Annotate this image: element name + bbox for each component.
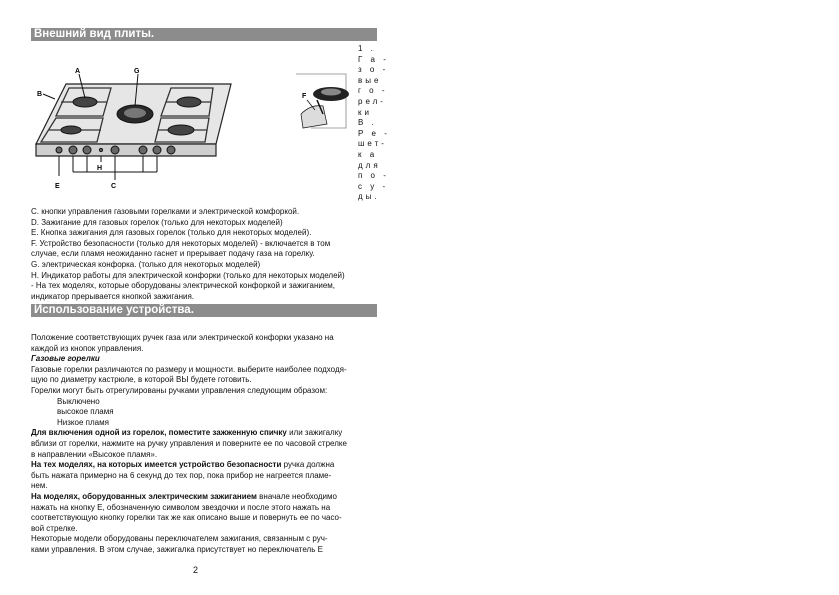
legend-line: - На тех моделях, которые оборудованы электрической конфоркой и зажиганием,	[31, 281, 336, 291]
safety-bold: На тех моделях, на которых имеется устройство безопасности	[31, 460, 282, 470]
usage-line: соответствующую кнопку горелки так же как описано выше и повернуть ее по часо-	[31, 513, 342, 523]
side-column-text	[358, 44, 390, 203]
burner-rear-left	[73, 97, 97, 107]
side-line: ды.	[358, 192, 380, 202]
burner-front-left	[61, 126, 81, 134]
hob-front-panel	[36, 144, 216, 156]
usage-line: щую по диаметру кастрюле, в которой ВЫ будете готовить.	[31, 375, 252, 385]
label-a: A	[75, 68, 81, 75]
label-h: H	[97, 165, 103, 172]
usage-line: Положение соответствующих ручек газа или электрической конфорки указано на	[31, 333, 334, 342]
usage-text	[31, 333, 379, 555]
label-b: B	[37, 91, 43, 98]
legend-line: C. кнопки управления газовыми горелками и электрической комфоркой.	[31, 207, 300, 216]
usage-line: каждой из кнопок управления.	[31, 343, 144, 353]
usage-line: вблизи от горелки, нажмите на ручку управления и поверните ее по часовой стрелке	[31, 438, 347, 448]
hob-illustration	[31, 44, 391, 204]
usage-line: Горелки могут быть отрегулированы ручками управления следующим образом:	[31, 385, 328, 395]
usage-line: нажать на кнопку E, обозначенную символом звездочки и после этого нажать на	[31, 502, 331, 512]
ignite-rest: или зажигалку	[286, 428, 343, 438]
usage-line: вой стрелке.	[31, 523, 78, 533]
label-f: F	[302, 93, 307, 100]
side-line: п о -	[358, 171, 389, 181]
section-title-appearance: Внешний вид плиты.	[31, 28, 377, 41]
safety-device-inset	[296, 74, 349, 128]
side-line: для	[358, 160, 381, 170]
electric-bold: На моделях, оборудованных электрическим зажиганием	[31, 491, 257, 501]
page-number: 2	[193, 565, 199, 575]
burner-rear-right	[177, 97, 201, 107]
side-line: Г а -	[358, 54, 389, 64]
side-line: к а	[358, 149, 378, 159]
usage-line: Газовые горелки различаются по размеру и мощности. выберите наиболее подходя-	[31, 364, 347, 374]
side-line: с у -	[358, 181, 389, 191]
legend-line: случае, если пламя неожиданно гаснет и прерывает подачу газа на горелку.	[31, 249, 315, 259]
label-c: C	[111, 183, 117, 190]
legend-line: E. Кнопка зажигания для газовых горелок (только для некоторых моделей).	[31, 228, 312, 238]
side-line: г о -	[358, 86, 388, 96]
indicator-light	[99, 148, 102, 151]
legend-line: индикатор прерывается кнопкой зажигания.	[31, 291, 195, 301]
side-line: Р е -	[358, 128, 390, 138]
burner-front-right	[168, 125, 194, 135]
side-line: вые	[358, 75, 382, 85]
gas-burners-heading: Газовые горелки	[31, 354, 100, 364]
control-knobs	[56, 146, 175, 154]
figure-legend	[31, 207, 379, 302]
legend-line: G. электрическая конфорка. (только для некоторых моделей)	[31, 259, 261, 269]
electric-rest: вначале необходимо	[256, 491, 337, 501]
side-line: ки	[358, 107, 372, 117]
mode-item: Выключено	[57, 396, 100, 406]
side-line: 1 .	[358, 44, 376, 53]
usage-line: нем.	[31, 481, 48, 491]
safety-rest: ручка должна	[281, 460, 335, 470]
label-g: G	[134, 68, 140, 75]
ignite-bold: Для включения одной из горелок, поместите зажженную спичку	[31, 428, 287, 438]
label-e: E	[55, 183, 60, 190]
side-line: з о -	[358, 65, 389, 75]
legend-line: F. Устройство безопасности (только для некоторых моделей) - включается в том	[31, 238, 331, 248]
usage-line	[31, 428, 379, 439]
usage-line: быть нажата примерно на 6 секунд до тех пор, пока прибор не нагреется пламе-	[31, 470, 332, 480]
ignition-button	[56, 147, 62, 153]
mode-item: Низкое пламя	[57, 417, 109, 427]
section-title-usage: Использование устройства.	[31, 304, 377, 317]
legend-line: H. Индикатор работы для электрической конфорки (только для некоторых моделей)	[31, 270, 345, 280]
usage-line: Некоторые модели оборудованы переключателем зажигания, связанным с руч-	[31, 534, 328, 544]
usage-line: ками управления. В этом случае, зажигалка присутствует но переключатель E	[31, 544, 323, 554]
usage-line: в направлении «Высокое пламя».	[31, 449, 158, 459]
mode-item: высокое пламя	[57, 407, 114, 417]
side-line: B .	[358, 118, 377, 128]
usage-line	[31, 460, 379, 471]
side-line: рел-	[358, 96, 386, 106]
legend-line: D. Зажигание для газовых горелок (только для некоторых моделей)	[31, 217, 283, 227]
usage-line	[31, 492, 379, 503]
side-line: шет-	[358, 139, 387, 149]
